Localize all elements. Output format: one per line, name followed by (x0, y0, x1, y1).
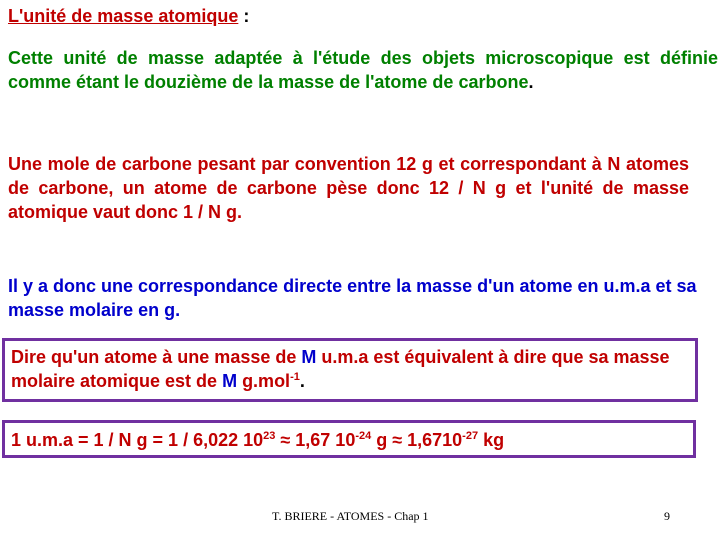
mass-symbol: M (301, 347, 317, 367)
equivalence-text-2: u.m.a est équivalent à dire que sa masse molaire atomique est de (11, 347, 670, 391)
slide-title (8, 4, 249, 28)
formula-part-2: ≈ 1,67 10 (275, 430, 356, 450)
equivalence-box (2, 338, 698, 402)
correspondence-paragraph: Il y a donc une correspondance directe entre la masse d'un atome en u.m.a et sa masse molaire en g. (8, 276, 697, 320)
page-number: 9 (664, 509, 670, 523)
formula-exponent-1: 23 (263, 430, 276, 442)
definition-period: . (528, 72, 534, 92)
mole-paragraph: Une mole de carbone pesant par convention 12 g et correspondant à N atomes de carbone, un atome de carbone pèse donc 12 / N g et l'unité de masse atomique vaut donc 1 / N g. (8, 154, 689, 222)
title-colon: : (238, 6, 250, 26)
unit-exponent: -1 (290, 371, 300, 383)
equivalence-text-1: Dire qu'un atome à une masse de (11, 347, 302, 367)
formula-part-3: g ≈ 1,6710 (371, 430, 463, 450)
mass-symbol-2: M (222, 371, 238, 391)
formula-exponent-2: -24 (355, 430, 372, 442)
formula-part-4: kg (478, 430, 505, 450)
conversion-formula-box (2, 420, 696, 458)
equivalence-period: . (299, 371, 305, 391)
footer-text: T. BRIERE - ATOMES - Chap 1 (272, 509, 429, 523)
definition-text: Cette unité de masse adaptée à l'étude des objets microscopique est définie comme étant le douzième de la masse de l'atome de carbone (8, 48, 718, 92)
formula-part-1: 1 u.m.a = 1 / N g = 1 / 6,022 10 (11, 430, 264, 450)
title-term: L'unité de masse atomique (8, 6, 239, 26)
definition-paragraph (8, 46, 718, 94)
formula-exponent-3: -27 (462, 430, 479, 442)
unit-text: g.mol (237, 371, 291, 391)
